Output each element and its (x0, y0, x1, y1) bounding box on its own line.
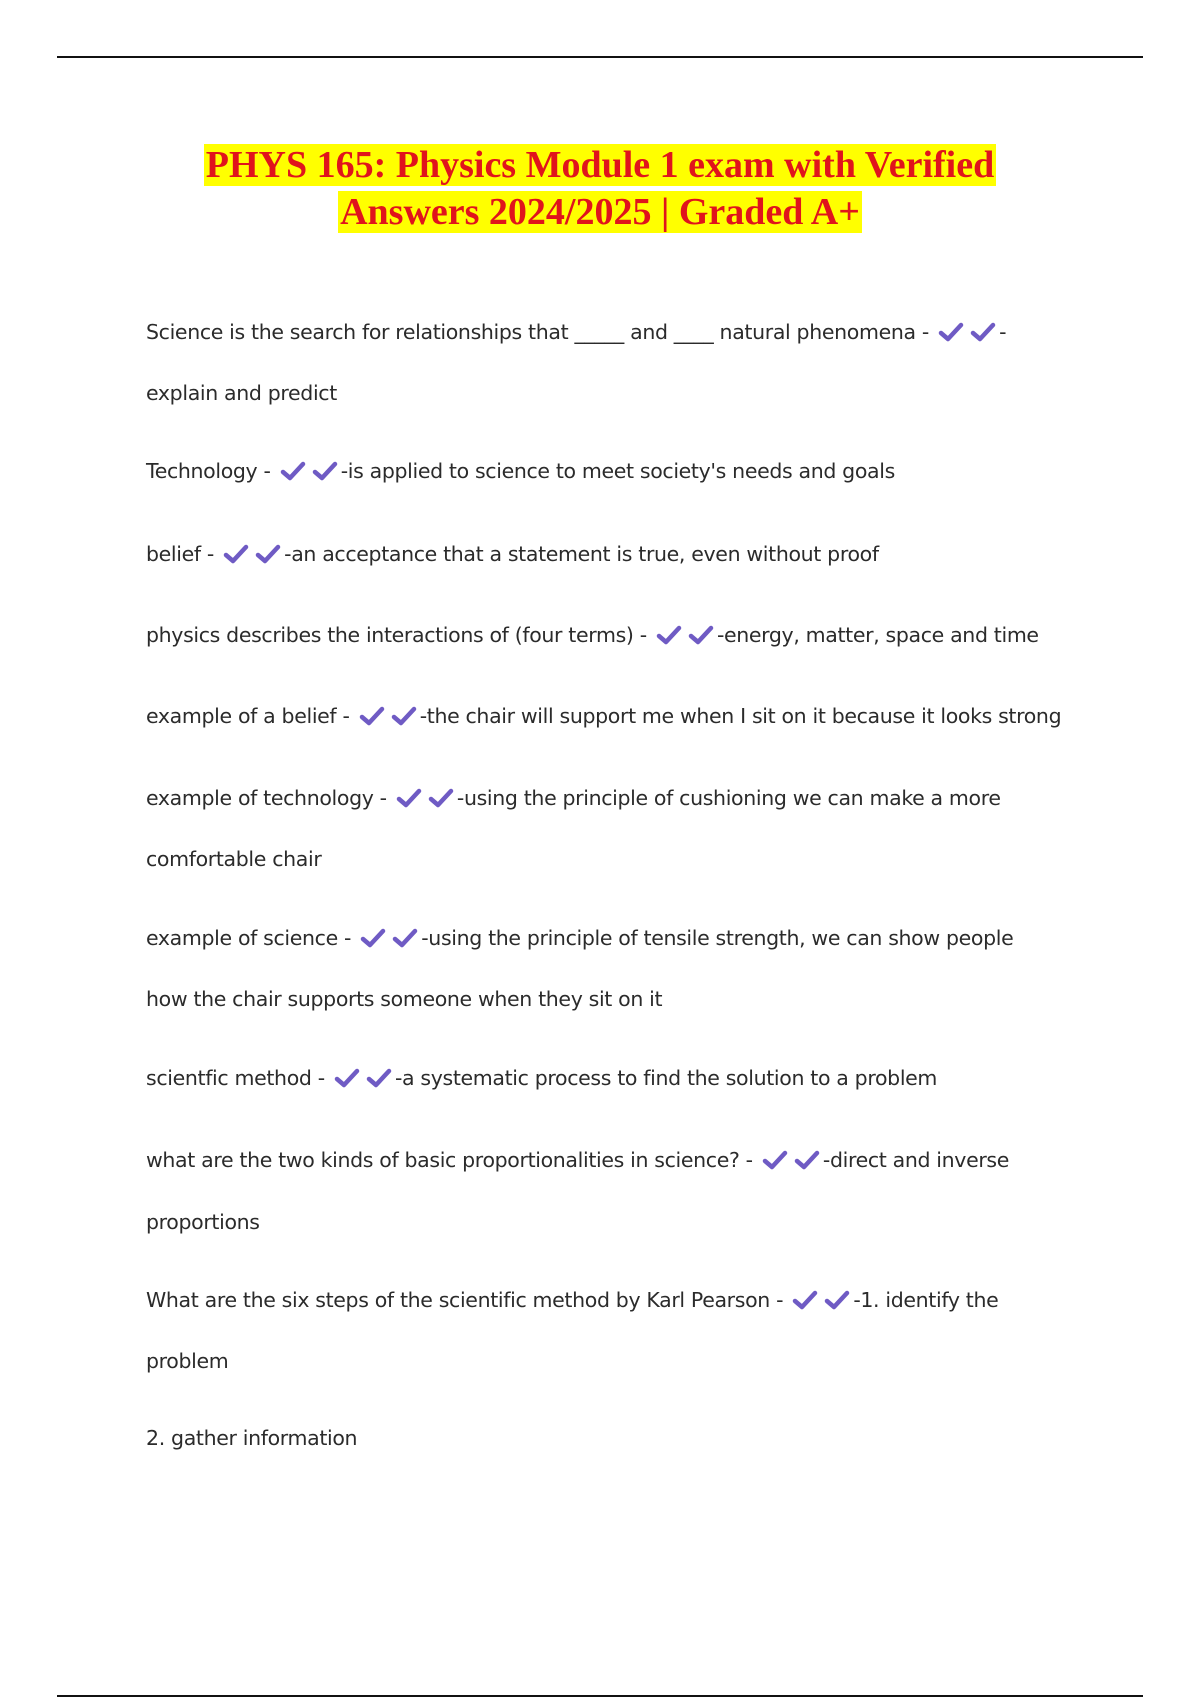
answer-continuation: comfortable chair (146, 847, 322, 871)
answer-text: -the chair will support me when I sit on it because it looks strong (419, 704, 1062, 728)
qa-item-question-line (146, 1286, 998, 1314)
check-icon (762, 1149, 788, 1171)
check-icon (391, 705, 417, 727)
question-text: belief - (146, 542, 214, 566)
answer-continuation: problem (146, 1349, 229, 1373)
title-line-1: PHYS 165: Physics Module 1 exam with Verified (205, 144, 995, 186)
answer-continuation: proportions (146, 1210, 260, 1234)
qa-item-question-line (146, 621, 1039, 649)
bottom-rule (57, 1695, 1143, 1697)
check-icon (255, 543, 281, 565)
check-icon (688, 624, 714, 646)
question-text: example of technology - (146, 786, 387, 810)
top-rule (57, 56, 1143, 58)
answer-text: -an acceptance that a statement is true, even without proof (284, 542, 879, 566)
question-text: Technology - (146, 459, 271, 483)
document-title (0, 142, 1200, 236)
title-line-2: Answers 2024/2025 | Graded A+ (340, 191, 860, 233)
answer-text: - (999, 320, 1007, 344)
check-icon (428, 787, 454, 809)
check-icon (656, 624, 682, 646)
check-icon (280, 460, 306, 482)
check-icon (794, 1149, 820, 1171)
question-text: example of science - (146, 926, 352, 950)
check-icon (392, 927, 418, 949)
check-icon (366, 1067, 392, 1089)
answer-text: -a systematic process to find the solution to a problem (394, 1066, 938, 1090)
check-icon (970, 321, 996, 343)
list-step-text: 2. gather information (146, 1426, 358, 1450)
answer-text: -direct and inverse (822, 1148, 1009, 1172)
qa-item-question-line (146, 924, 1013, 952)
question-text: What are the six steps of the scientific method by Karl Pearson - (146, 1288, 784, 1312)
qa-item-question-line (146, 1064, 937, 1092)
answer-continuation: how the chair supports someone when they sit on it (146, 987, 663, 1011)
question-text: what are the two kinds of basic proportionalities in science? - (146, 1148, 753, 1172)
check-icon (396, 787, 422, 809)
qa-item-question-line (146, 702, 1061, 730)
answer-text: -using the principle of cushioning we can make a more (456, 786, 1001, 810)
check-icon (359, 705, 385, 727)
qa-item-question-line (146, 1146, 1009, 1174)
question-text: Science is the search for relationships that _____ and ____ natural phenomena - (146, 320, 929, 344)
check-icon (334, 1067, 360, 1089)
check-icon (938, 321, 964, 343)
check-icon (223, 543, 249, 565)
answer-text: -energy, matter, space and time (716, 623, 1039, 647)
check-icon (792, 1289, 818, 1311)
check-icon (312, 460, 338, 482)
check-icon (824, 1289, 850, 1311)
question-text: example of a belief - (146, 704, 350, 728)
question-text: physics describes the interactions of (four terms) - (146, 623, 647, 647)
qa-item-question-line (146, 540, 879, 568)
answer-continuation: explain and predict (146, 381, 337, 405)
question-text: scientfic method - (146, 1066, 325, 1090)
check-icon (360, 927, 386, 949)
qa-item-question-line (146, 784, 1001, 812)
qa-item-question-line (146, 318, 1006, 346)
answer-text: -is applied to science to meet society's needs and goals (340, 459, 895, 483)
answer-text: -using the principle of tensile strength, we can show people (421, 926, 1014, 950)
qa-item-question-line (146, 457, 895, 485)
answer-text: -1. identify the (853, 1288, 999, 1312)
